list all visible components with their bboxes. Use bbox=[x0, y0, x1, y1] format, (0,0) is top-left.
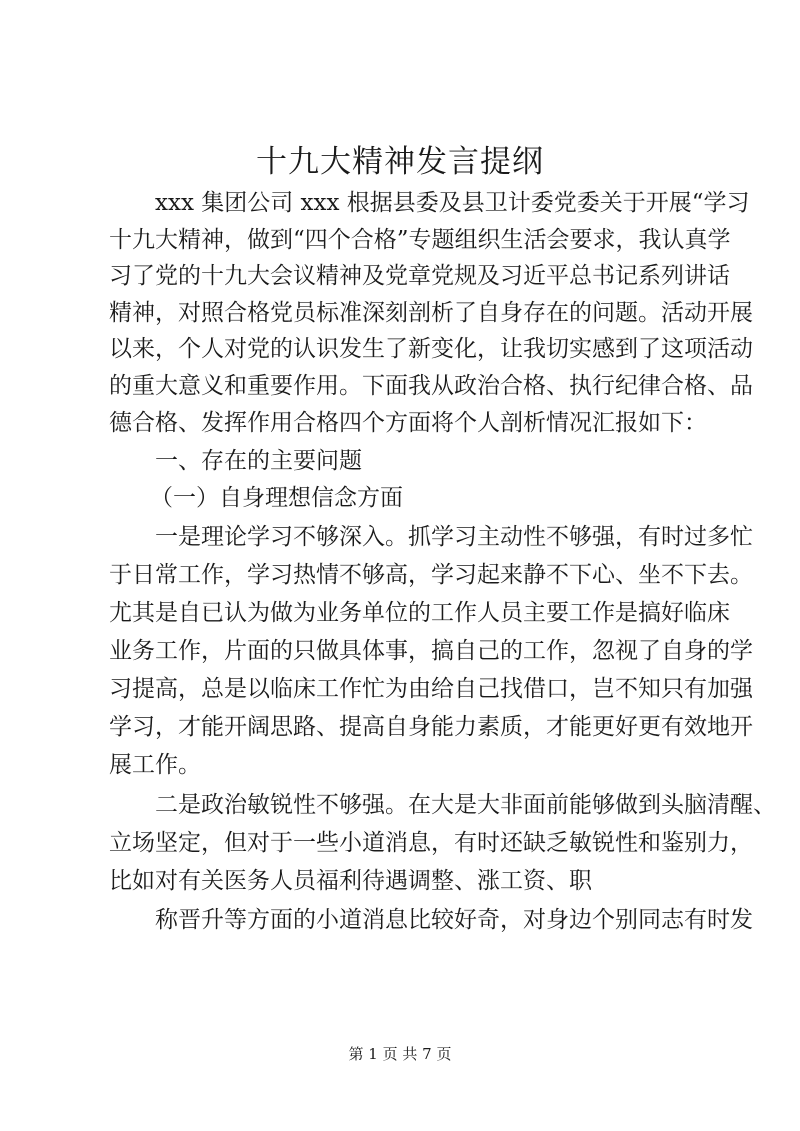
body-line: 于日常工作，学习热情不够高，学习起来静不下心、坐不下去。 bbox=[109, 562, 753, 588]
body-line: 十九大精神，做到“四个合格”专题组织生活会要求，我认真学 bbox=[109, 227, 731, 253]
body-line: 习提高，总是以临床工作忙为由给自己找借口，岂不知只有加强 bbox=[109, 676, 753, 702]
body-line: 习了党的十九大会议精神及党章党规及习近平总书记系列讲话 bbox=[109, 263, 730, 289]
body-line: 一是理论学习不够深入。抓学习主动性不够强，有时过多忙 bbox=[155, 524, 753, 550]
body-line: 比如对有关医务人员福利待遇调整、涨工资、职 bbox=[109, 868, 592, 894]
body-line: 二是政治敏锐性不够强。在大是大非面前能够做到头脑清醒、 bbox=[155, 792, 776, 818]
body-line: 精神，对照合格党员标准深刻剖析了自身存在的问题。活动开展 bbox=[109, 300, 753, 326]
body-line: 学习，才能开阔思路、提高自身能力素质，才能更好更有效地开 bbox=[109, 714, 753, 740]
subsection-heading: （一）自身理想信念方面 bbox=[150, 485, 403, 511]
body-line: 立场坚定，但对于一些小道消息，有时还缺乏敏锐性和鉴别力， bbox=[109, 830, 753, 856]
body-line: 称晋升等方面的小道消息比较好奇，对身边个别同志有时发 bbox=[155, 907, 753, 933]
section-heading: 一、存在的主要问题 bbox=[155, 448, 362, 474]
body-line: 的重大意义和重要作用。下面我从政治合格、执行纪律合格、品 bbox=[109, 373, 753, 399]
page-footer: 第 1 页 共 7 页 bbox=[348, 1045, 452, 1063]
document-title: 十九大精神发言提纲 bbox=[256, 144, 544, 180]
body-line: 尤其是自已认为做为业务单位的工作人员主要工作是搞好临床 bbox=[109, 600, 730, 626]
body-line: 展工作。 bbox=[109, 752, 201, 778]
body-line: 以来，个人对党的认识发生了新变化，让我切实感到了这项活动 bbox=[109, 336, 753, 362]
body-line: 德合格、发挥作用合格四个方面将个人剖析情况汇报如下： bbox=[109, 410, 707, 436]
body-line: xxx 集团公司 xxx 根据县委及县卫计委党委关于开展“学习 bbox=[155, 190, 750, 216]
body-line: 业务工作，片面的只做具体事，搞自己的工作，忽视了自身的学 bbox=[109, 638, 753, 664]
